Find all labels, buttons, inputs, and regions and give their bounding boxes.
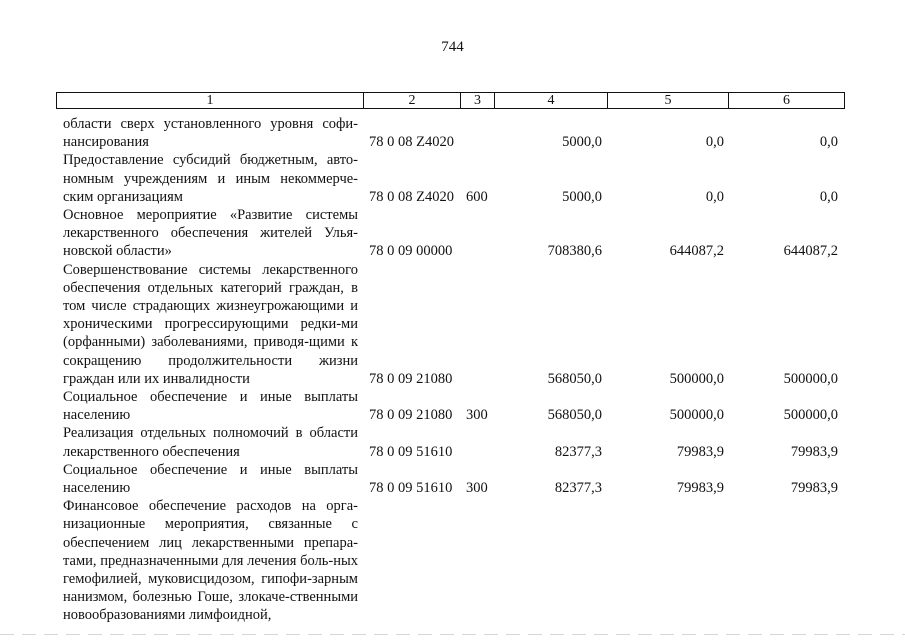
row-col6-value: 0,0 bbox=[819, 134, 838, 151]
page-number: 744 bbox=[441, 39, 464, 55]
row-code: 78 0 09 51610 bbox=[369, 480, 453, 497]
row-code: 78 0 09 51610 bbox=[369, 443, 453, 460]
row-col4-value: 568050,0 bbox=[547, 407, 602, 424]
row-description: Предоставление субсидий бюджетным, авто-номным учреждениям и иным некоммерче-ским организациям bbox=[63, 152, 358, 205]
row-col4-value: 708380,6 bbox=[547, 243, 602, 260]
table-row bbox=[0, 424, 905, 460]
row-description: Финансовое обеспечение расходов на орга-низационные мероприятия, связанные с обеспечением лиц лекарственными препара-тами, предназначенными для лечения боль-ных гемофилией, муковисцидозом, гипофи-зарным нанизмом, болезнью Гоше, злокаче-ственными новообразованиями лимфоидной, bbox=[63, 498, 358, 624]
row-code: 78 0 09 21080 bbox=[369, 407, 453, 424]
row-col5-value: 0,0 bbox=[705, 188, 724, 205]
header-col-5: 5 bbox=[607, 93, 728, 108]
row-col6-value: 79983,9 bbox=[790, 480, 838, 497]
row-description: Социальное обеспечение и иные выплаты населению bbox=[63, 389, 358, 424]
row-col4-value: 568050,0 bbox=[547, 370, 602, 387]
row-col6-value: 0,0 bbox=[819, 188, 838, 205]
header-col-4: 4 bbox=[494, 93, 607, 108]
table-row bbox=[0, 115, 905, 151]
row-col4-value: 82377,3 bbox=[554, 480, 602, 497]
header-col-6: 6 bbox=[728, 93, 844, 108]
row-col5-value: 500000,0 bbox=[669, 370, 724, 387]
table-row bbox=[0, 151, 905, 206]
row-col6-value: 500000,0 bbox=[783, 370, 838, 387]
row-code: 78 0 09 21080 bbox=[369, 370, 453, 387]
header-col-3: 3 bbox=[460, 93, 494, 108]
table-row bbox=[0, 497, 905, 624]
row-col4-value: 82377,3 bbox=[554, 443, 602, 460]
row-col5-value: 500000,0 bbox=[669, 407, 724, 424]
row-col5-value: 644087,2 bbox=[669, 243, 724, 260]
row-expense-type: 300 bbox=[466, 480, 488, 497]
table-row bbox=[0, 206, 905, 261]
table-header bbox=[56, 92, 845, 109]
row-description: Совершенствование системы лекарственного обеспечения отдельных категорий граждан, в том числе страдающих жизнеугрожающими и хроническими прогрессирующими редки-ми (орфанными) заболеваниями, приводя-щими к сокращению продолжительности жизни граждан или их инвалидности bbox=[63, 261, 358, 387]
row-code: 78 0 09 00000 bbox=[369, 243, 453, 260]
row-description: Социальное обеспечение и иные выплаты населению bbox=[63, 461, 358, 497]
table-body bbox=[0, 115, 905, 624]
row-description: Реализация отдельных полномочий в области лекарственного обеспечения bbox=[63, 425, 358, 460]
table-row bbox=[0, 261, 905, 388]
row-col5-value: 79983,9 bbox=[676, 480, 724, 497]
header-col-1: 1 bbox=[206, 93, 214, 108]
row-description: области сверх установленного уровня софи-нансирования bbox=[63, 116, 358, 151]
row-col6-value: 644087,2 bbox=[783, 243, 838, 260]
row-col5-value: 79983,9 bbox=[676, 443, 724, 460]
scan-artifact-line bbox=[0, 634, 905, 635]
row-code: 78 0 08 Z4020 bbox=[369, 188, 454, 205]
row-col4-value: 5000,0 bbox=[562, 188, 602, 205]
row-col6-value: 500000,0 bbox=[783, 407, 838, 424]
row-col6-value: 79983,9 bbox=[790, 443, 838, 460]
header-col-2: 2 bbox=[363, 93, 460, 108]
table-row bbox=[0, 388, 905, 424]
table-row bbox=[0, 461, 905, 497]
row-col5-value: 0,0 bbox=[705, 134, 724, 151]
row-expense-type: 300 bbox=[466, 407, 488, 424]
row-description: Основное мероприятие «Развитие системы лекарственного обеспечения жителей Улья-новской области» bbox=[63, 207, 358, 260]
row-code: 78 0 08 Z4020 bbox=[369, 134, 454, 151]
row-col4-value: 5000,0 bbox=[562, 134, 602, 151]
row-expense-type: 600 bbox=[466, 188, 488, 205]
